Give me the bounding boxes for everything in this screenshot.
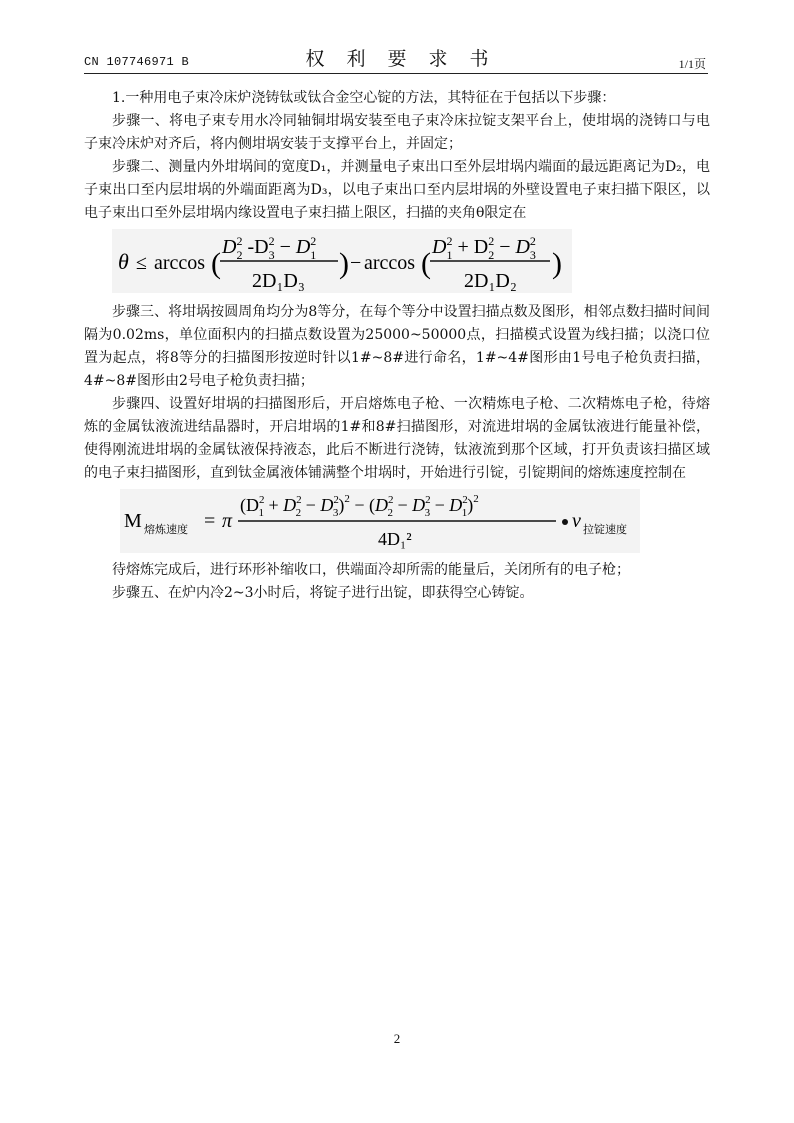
- paren-open-b: (: [421, 247, 431, 280]
- denominator-b: 2D₁D₂: [464, 270, 517, 292]
- pi-symbol: π: [222, 510, 233, 532]
- numerator-a: $D^2$ 2 $-D^2$ $3 - D^2$ 1: [222, 234, 317, 262]
- numerator-b: $D^2$ $1 + D^2$ $2 - D^2$ 3: [432, 234, 536, 262]
- claim-step-1: 步骤一、将电子束专用水冷同轴铜坩埚安装至电子束冷床拉锭支架平台上，使坩埚的浇铸口与电子束冷床炉对齐后，将内侧坩埚安装于支撑平台上，并固定；: [84, 113, 710, 152]
- minus-sign: −: [350, 252, 362, 274]
- numerator-melt: ($D^2$ $1 + D^2$ $2 - D^2$ $3)^2 - (D^2$ $2 - D^2$ $3 - D^2$ 1)$^2$: [240, 493, 479, 519]
- page-indicator: 1/1页: [678, 57, 706, 71]
- arccos-a: arccos: [154, 252, 206, 274]
- arccos-b: arccos: [364, 252, 416, 274]
- paren-open-a: (: [211, 247, 221, 280]
- mass-rate-subscript: 熔炼速度: [144, 523, 188, 536]
- denominator-a: 2D₁D₃: [252, 270, 305, 292]
- patent-number: CN 107746971 B: [84, 55, 190, 69]
- scan-angle-formula: [84, 229, 710, 293]
- theta-symbol: θ: [118, 249, 129, 274]
- melting-speed-formula-svg: [120, 489, 640, 553]
- dot-operator: [562, 519, 568, 525]
- scan-angle-formula-svg: [112, 229, 572, 293]
- paren-close-a: ): [339, 247, 349, 280]
- claim-step-2: 步骤二、测量内外坩埚间的宽度D₁，并测量电子束出口至外层坩埚内端面的最远距离记为D₂，电子束出口至内层坩埚的外端面距离为D₃，以电子束出口至内层坩埚的外壁设置电子束扫描下限区，以电子束出口至外层坩埚内缘设置电子束扫描上限区，扫描的夹角θ限定在: [84, 159, 710, 221]
- paren-close-b: ): [552, 247, 562, 280]
- claim-step-4-closing: 待熔炼完成后，进行环形补缩收口，供端面冷却所需的能量后，关闭所有的电子枪；: [112, 562, 630, 578]
- melting-speed-formula: [84, 489, 710, 553]
- equals-sign: =: [204, 510, 216, 532]
- page-number: 2: [393, 1031, 401, 1046]
- page-title: 权利要求书: [305, 48, 511, 70]
- claim-step-3: 步骤三、将坩埚按圆周角均分为8等分，在每个等分中设置扫描点数及图形，相邻点数扫描时间间隔为0.02ms，单位面积内的扫描点数设置为25000~50000点，扫描模式设置为线扫描；以浇口位置为起点，将8等分的扫描图形按逆时针以1#~8#进行命名，1#~4#图形由1号电子枪负责扫描，4#~8#图形由2号电子枪负责扫描；: [84, 304, 710, 389]
- velocity-symbol: ν: [572, 510, 581, 532]
- mass-rate-symbol: M: [124, 510, 142, 532]
- velocity-subscript: 拉锭速度: [583, 523, 627, 536]
- header-divider: [84, 73, 708, 74]
- claims-body: [84, 87, 710, 605]
- claim-1-intro: 1.一种用电子束冷床炉浇铸钛或钛合金空心锭的方法，其特征在于包括以下步骤：: [112, 90, 616, 106]
- claim-step-5: 步骤五、在炉内冷2~3小时后，将锭子进行出锭，即获得空心铸锭。: [112, 585, 534, 601]
- claim-step-4: 步骤四、设置好坩埚的扫描图形后，开启熔炼电子枪、一次精炼电子枪、二次精炼电子枪，待熔炼的金属钛液流进结晶器时，开启坩埚的1#和8#扫描图形，对流进坩埚的金属钛液进行能量补偿，使得刚流进坩埚的金属钛液保持液态，此后不断进行浇铸，钛液流到那个区域，打开负责该扫描区域的电子束扫描图形，直到钛金属液体铺满整个坩埚时，开始进行引锭，引锭期间的熔炼速度控制在: [84, 396, 710, 481]
- denominator-melt: 4D₁²: [378, 529, 412, 549]
- leq-symbol: ≤: [136, 252, 147, 274]
